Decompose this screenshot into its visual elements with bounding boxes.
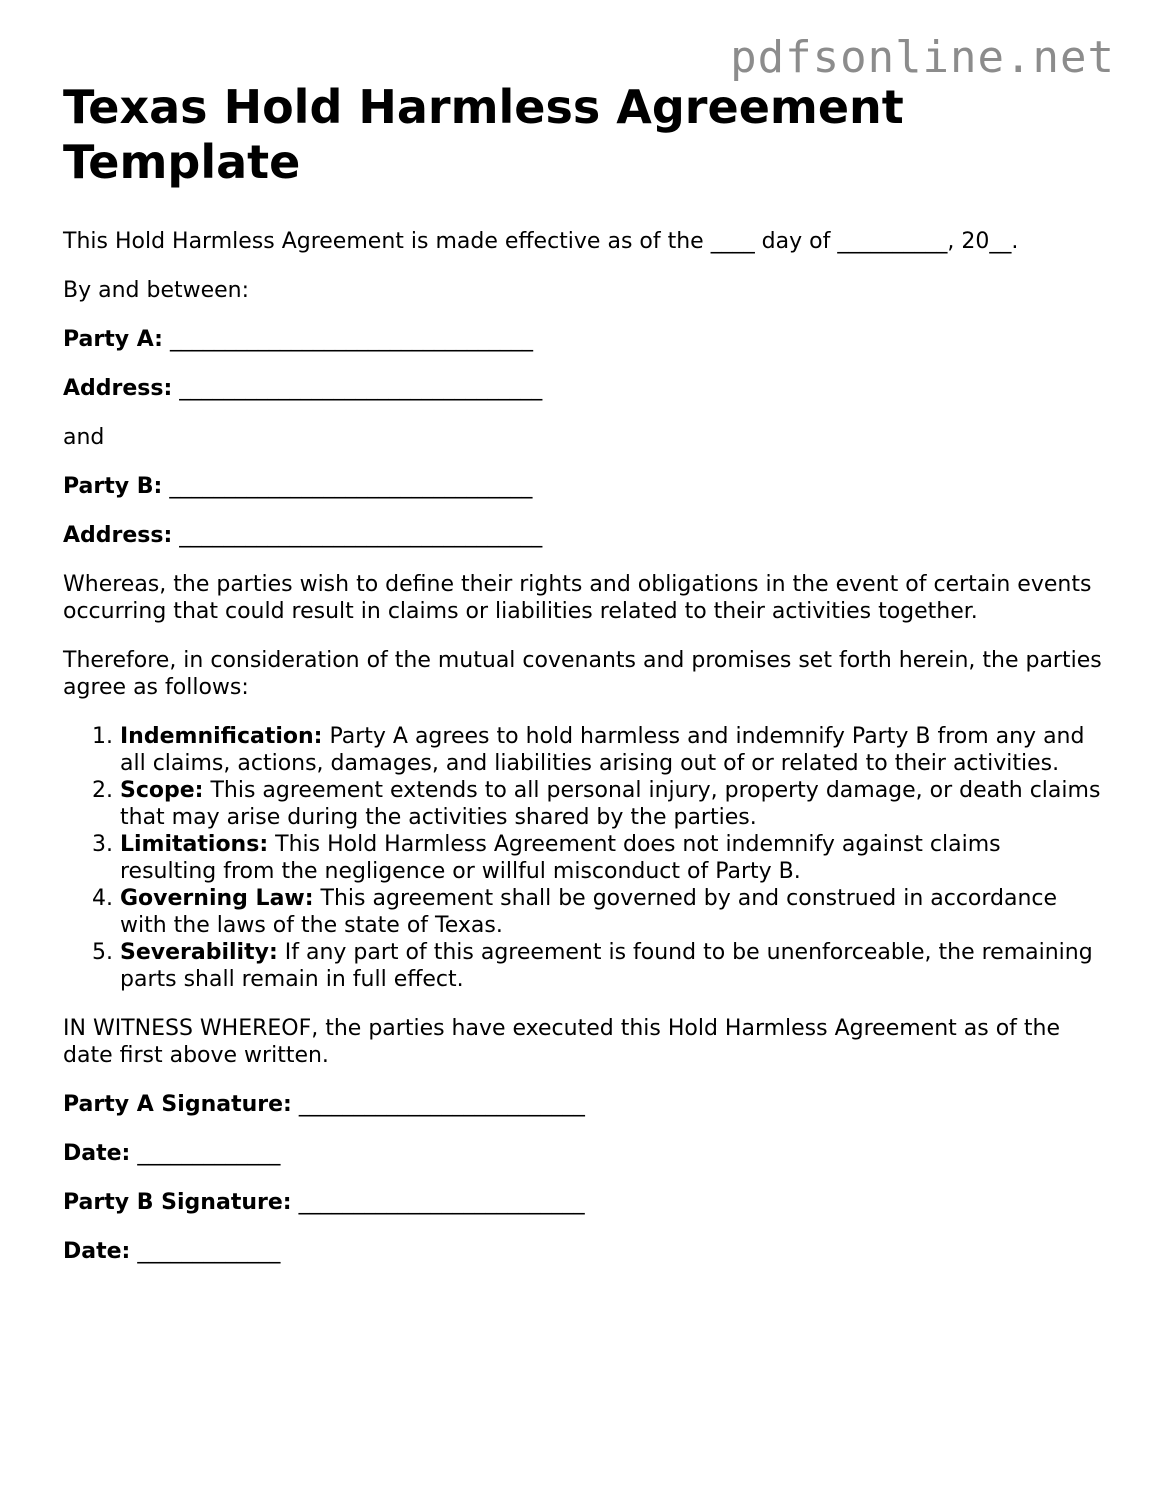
term-text: This Hold Harmless Agreement does not indemnify against claims resulting from the negligence or willful misconduct of Party B. xyxy=(120,832,1001,884)
address-b-label: Address: xyxy=(63,523,173,548)
address-b-line xyxy=(63,522,1103,549)
document-title: Texas Hold Harmless Agreement Template xyxy=(63,80,904,189)
term-text: If any part of this agreement is found to be unenforceable, the remaining parts shall remain in full effect. xyxy=(120,940,1093,992)
term-heading: Limitations: xyxy=(120,832,269,857)
term-heading: Indemnification: xyxy=(120,724,323,749)
terms-list xyxy=(63,723,1103,993)
between-line: By and between: xyxy=(63,278,250,303)
party-b-signature-line xyxy=(63,1189,1103,1216)
party-a-label: Party A: xyxy=(63,327,163,352)
address-a-label: Address: xyxy=(63,376,173,401)
term-item xyxy=(120,831,1103,885)
party-a-blank: _________________________________ xyxy=(169,327,533,352)
term-item xyxy=(120,939,1103,993)
witness-paragraph: IN WITNESS WHEREOF, the parties have executed this Hold Harmless Agreement as of the date first above written. xyxy=(63,1016,1061,1068)
term-text: This agreement shall be governed by and construed in accordance with the laws of the state of Texas. xyxy=(120,886,1058,938)
therefore-paragraph: Therefore, in consideration of the mutual covenants and promises set forth herein, the parties agree as follows: xyxy=(63,648,1102,700)
party-a-signature-line xyxy=(63,1091,1103,1118)
party-b-line xyxy=(63,473,1103,500)
term-heading: Governing Law: xyxy=(120,886,314,911)
term-heading: Scope: xyxy=(120,778,204,803)
date-b-blank: _____________ xyxy=(137,1239,281,1264)
party-b-signature-blank: __________________________ xyxy=(298,1190,585,1215)
date-a-label: Date: xyxy=(63,1141,131,1166)
party-b-signature-label: Party B Signature: xyxy=(63,1190,292,1215)
address-a-blank: _________________________________ xyxy=(179,376,543,401)
effective-date-line: This Hold Harmless Agreement is made effective as of the ____ day of __________, 20__. xyxy=(63,229,1019,254)
party-a-line xyxy=(63,326,1103,353)
term-item xyxy=(120,885,1103,939)
term-item xyxy=(120,777,1103,831)
date-a-blank: _____________ xyxy=(137,1141,281,1166)
party-a-signature-label: Party A Signature: xyxy=(63,1092,292,1117)
date-b-line xyxy=(63,1238,1103,1265)
address-b-blank: _________________________________ xyxy=(179,523,543,548)
term-text: This agreement extends to all personal injury, property damage, or death claims that may arise during the activities shared by the parties. xyxy=(120,778,1101,830)
date-a-line xyxy=(63,1140,1103,1167)
party-b-blank: _________________________________ xyxy=(169,474,533,499)
party-b-label: Party B: xyxy=(63,474,163,499)
whereas-paragraph: Whereas, the parties wish to define their rights and obligations in the event of certain events occurring that could result in claims or liabilities related to their activities together. xyxy=(63,572,1092,624)
term-text: Party A agrees to hold harmless and indemnify Party B from any and all claims, actions, damages, and liabilities arising out of or related to their activities. xyxy=(120,724,1085,776)
term-heading: Severability: xyxy=(120,940,278,965)
watermark: pdfsonline.net xyxy=(730,32,1115,83)
and-line: and xyxy=(63,425,105,450)
party-a-signature-blank: __________________________ xyxy=(298,1092,585,1117)
document-page xyxy=(63,80,1103,1265)
term-item xyxy=(120,723,1103,777)
date-b-label: Date: xyxy=(63,1239,131,1264)
address-a-line xyxy=(63,375,1103,402)
